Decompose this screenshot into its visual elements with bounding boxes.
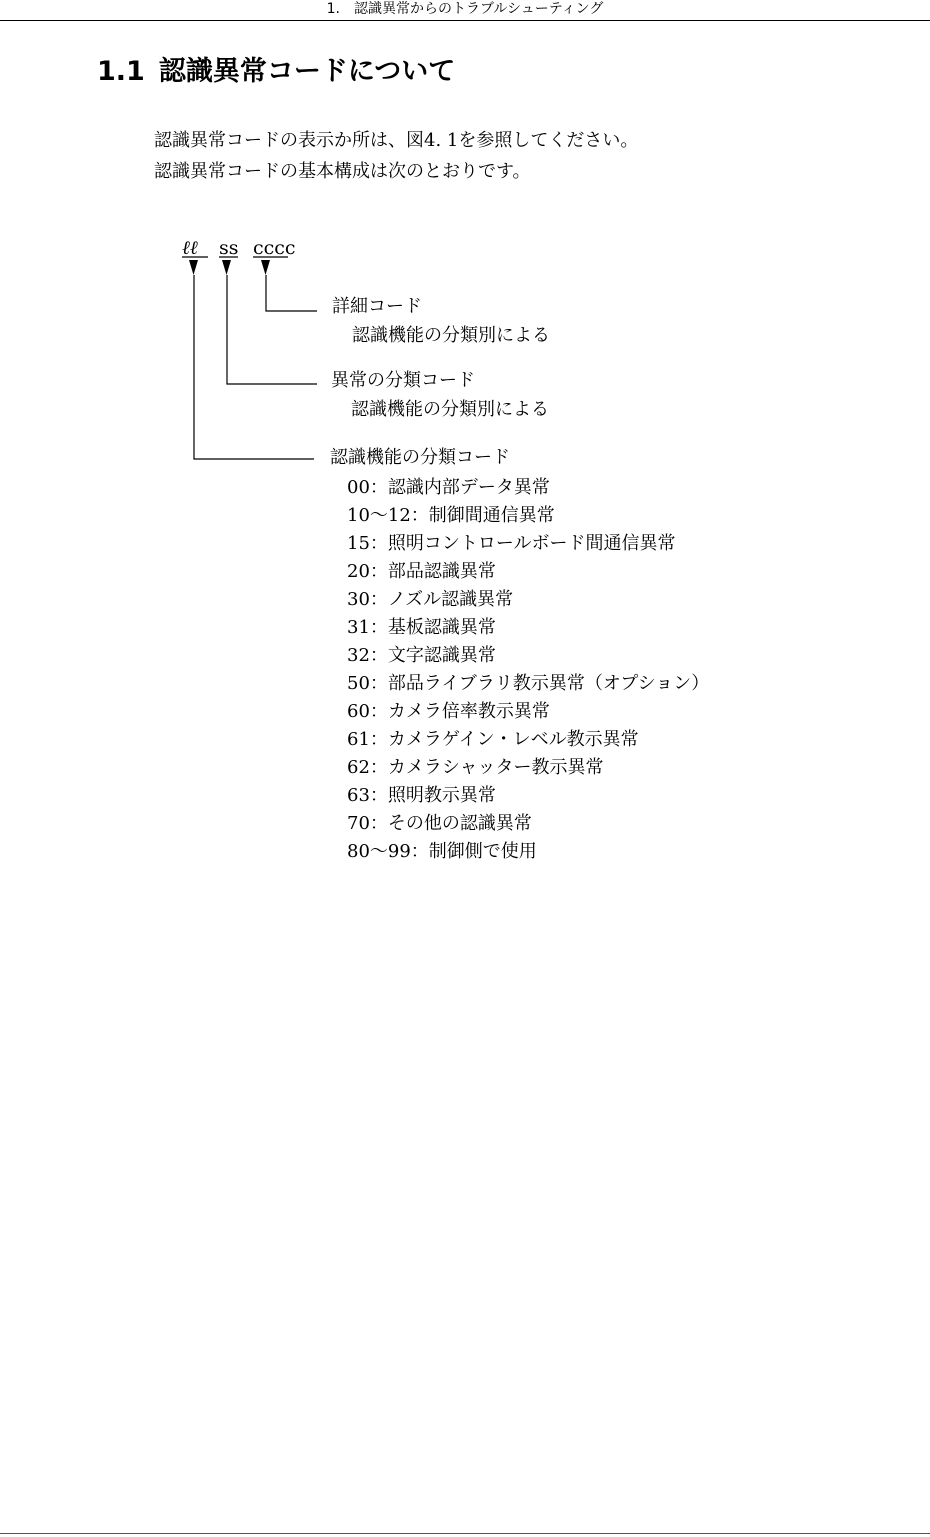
list-item: 62：カメラシャッター教示異常	[347, 757, 604, 778]
list-item: 70：その他の認識異常	[347, 813, 532, 834]
list-item: 10〜12：制御間通信異常	[347, 505, 555, 526]
list-item: 00：認識内部データ異常	[347, 477, 550, 498]
list-item: 20：部品認識異常	[347, 561, 496, 582]
list-item: 31：基板認識異常	[347, 617, 496, 638]
list-item: 80〜99：制御側で使用	[347, 841, 537, 862]
function-class-list	[347, 474, 709, 866]
header-rule	[0, 20, 930, 21]
intro-line-2: 認識異常コードの基本構成は次のとおりです。	[154, 161, 531, 182]
detail-code-title: 詳細コード	[332, 296, 422, 317]
list-item: 15：照明コントロールボード間通信異常	[347, 533, 676, 554]
running-header: 1. 認識異常からのトラブルシューティング	[326, 1, 604, 17]
detail-code-note: 認識機能の分類別による	[352, 325, 550, 346]
list-item: 63：照明教示異常	[347, 785, 496, 806]
intro-text	[154, 125, 638, 187]
list-item: 61：カメラゲイン・レベル教示異常	[347, 729, 639, 750]
section-title	[97, 54, 455, 90]
list-item: 30：ノズル認識異常	[347, 589, 514, 610]
ss-connector	[227, 275, 317, 384]
ss-arrowhead	[222, 260, 231, 275]
code-ss-label: ss	[219, 237, 239, 259]
ll-arrowhead	[189, 260, 198, 275]
list-item: 60：カメラ倍率教示異常	[347, 701, 550, 722]
intro-line-1: 認識異常コードの表示か所は、図4. 1を参照してください。	[154, 130, 639, 151]
list-item: 50：部品ライブラリ教示異常（オプション）	[347, 673, 710, 694]
cccc-arrowhead	[261, 260, 270, 275]
error-class-code-note: 認識機能の分類別による	[351, 399, 549, 420]
ll-connector	[194, 275, 314, 459]
function-class-code-title: 認識機能の分類コード	[330, 447, 510, 468]
section-number: 1.1	[97, 56, 145, 87]
footer-rule	[0, 1533, 930, 1534]
list-item: 32：文字認識異常	[347, 645, 496, 666]
error-class-code-title: 異常の分類コード	[331, 370, 475, 391]
section-title-text: 認識異常コードについて	[158, 56, 456, 87]
cccc-connector	[266, 275, 317, 311]
code-ll-label: ℓℓ	[182, 237, 198, 259]
code-cccc-label: cccc	[253, 237, 296, 259]
